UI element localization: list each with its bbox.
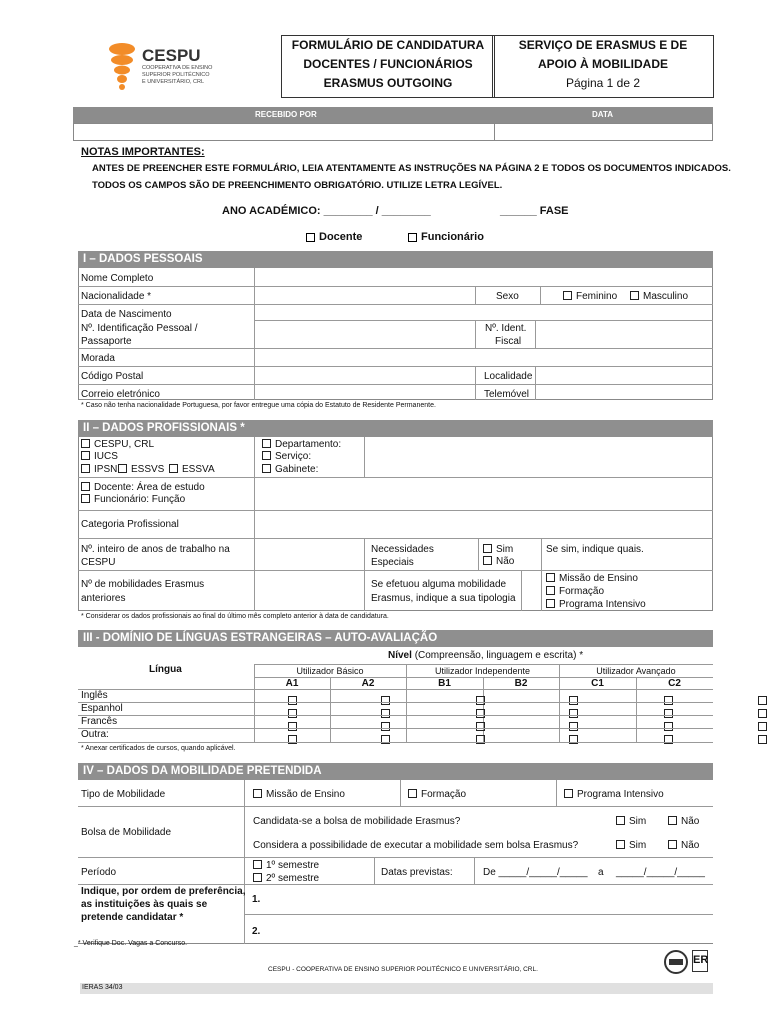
group-basic: Utilizador Básico <box>296 666 364 676</box>
mobile-field[interactable] <box>537 385 711 399</box>
footer-bar <box>80 983 713 994</box>
office-label: Gabinete: <box>275 464 319 475</box>
section-2-header: II – DADOS PROFISSIONAIS * <box>78 420 713 437</box>
funcionario-option[interactable] <box>408 231 484 243</box>
training-label: Formação <box>421 789 467 800</box>
received-by-field[interactable] <box>73 123 495 141</box>
institution-2-number: 2. <box>252 926 261 937</box>
english-c2-checkbox[interactable] <box>758 696 767 705</box>
grant-q1-no-checkbox[interactable] <box>668 816 677 825</box>
form-code: IERAS 34/03 <box>82 984 123 991</box>
female-label: Feminino <box>576 291 618 302</box>
male-label: Masculino <box>643 291 689 302</box>
special-needs-no[interactable] <box>483 555 514 568</box>
date-label: DATA <box>592 110 614 119</box>
logo-sub-2: SUPERIOR POLITÉCNICO <box>142 72 210 78</box>
section-2-footnote: * Considerar os dados profissionais ao final do último mês completo anterior à data de candidatura. <box>81 613 389 620</box>
language-row <box>78 689 713 702</box>
prior-teaching-checkbox[interactable] <box>546 573 555 582</box>
special-needs-no-checkbox[interactable] <box>483 556 492 565</box>
date-to-label: a <box>598 867 604 878</box>
logo <box>106 42 236 92</box>
grant-q2-no-label: Não <box>681 840 700 851</box>
form-title-line-3: ERASMUS OUTGOING <box>323 76 453 90</box>
service-line-1: SERVIÇO DE ERASMUS E DE <box>518 38 688 52</box>
docente-option[interactable] <box>306 231 362 243</box>
academic-year[interactable]: ANO ACADÉMICO: ________ / ________ <box>222 205 431 217</box>
section-3-header: III - DOMÍNIO DE LÍNGUAS ESTRANGEIRAS – AUTO-AVALIAÇÃO <box>78 630 713 647</box>
grant-q2-yes-checkbox[interactable] <box>616 840 625 849</box>
postal-code-label: Código Postal <box>81 371 144 382</box>
full-name-field[interactable] <box>256 269 711 285</box>
institution-1-field[interactable] <box>246 885 712 913</box>
grant-q1-no[interactable] <box>668 815 699 828</box>
funcionario-label: Funcionário <box>421 231 484 243</box>
logo-sub-1: COOPERATIVA DE ENSINO <box>142 65 213 71</box>
area-function-field[interactable] <box>256 478 711 509</box>
mobility-type-label: Tipo de Mobilidade <box>81 789 166 800</box>
full-name-label: Nome Completo <box>81 273 154 284</box>
ipsn-label: IPSN <box>94 464 118 475</box>
grant-q2-yes-label: Sim <box>629 840 647 851</box>
language-row <box>78 715 713 728</box>
department-label: Departamento: <box>275 439 342 450</box>
prior-teaching-option[interactable] <box>546 572 638 585</box>
section-1-footnote: * Caso não tenha nacionalidade Portuguesa, por favor entregue uma cópia do Estatuto de Residente Permanente. <box>81 402 436 409</box>
received-by-label: RECEBIDO POR <box>255 110 317 119</box>
prior-mobilities-field[interactable] <box>256 571 363 610</box>
docente-label: Docente <box>319 231 363 243</box>
grant-q1-no-label: Não <box>681 816 700 827</box>
semester-2-checkbox[interactable] <box>253 873 262 882</box>
grant-q1-yes-checkbox[interactable] <box>616 816 625 825</box>
sex-label: Sexo <box>496 291 519 302</box>
typology-label-1: Se efetuou alguma mobilidade <box>371 579 507 590</box>
address-label: Morada <box>81 353 115 364</box>
level-c1: C1 <box>591 678 604 689</box>
grant-q1-yes[interactable] <box>616 815 646 828</box>
female-checkbox[interactable] <box>563 291 572 300</box>
special-needs-yes-checkbox[interactable] <box>483 544 492 553</box>
language-name: Inglês <box>81 690 108 701</box>
prior-intensive-label: Programa Intensivo <box>559 599 646 610</box>
address-field[interactable] <box>256 349 711 365</box>
level-b2: B2 <box>514 678 528 689</box>
cespu-checkbox[interactable] <box>81 439 90 448</box>
service-line-2: APOIO À MOBILIDADE <box>537 57 668 71</box>
institutions-label-1: Indique, por ordem de preferência, <box>81 886 246 897</box>
prior-intensive-option[interactable] <box>546 598 646 611</box>
form-title-line-1: FORMULÁRIO DE CANDIDATURA <box>291 38 485 52</box>
prior-mobilities-label-1: Nº de mobilidades Erasmus <box>81 579 205 590</box>
category-label: Categoria Profissional <box>81 519 179 530</box>
years-label-1: Nº. inteiro de anos de trabalho na <box>81 544 230 555</box>
level-a2: A2 <box>361 678 375 689</box>
special-needs-label-1: Necessidades <box>371 544 434 555</box>
language-row <box>78 728 713 741</box>
grant-label: Bolsa de Mobilidade <box>81 827 172 838</box>
teacher-area-checkbox[interactable] <box>81 482 90 491</box>
typology-label-2: Erasmus, indique a sua tipologia <box>371 593 516 604</box>
nationality-label: Nacionalidade * <box>81 291 152 302</box>
semester-1-label: 1º semestre <box>266 860 320 871</box>
date-from-field[interactable]: De _____/_____/_____ <box>483 867 588 878</box>
special-needs-label-2: Especiais <box>371 557 414 568</box>
footer-text: CESPU - COOPERATIVA DE ENSINO SUPERIOR POLITÉCNICO E UNIVERSITÁRIO, CRL. <box>268 966 538 973</box>
grant-q2-yes[interactable] <box>616 839 646 852</box>
funcionario-checkbox[interactable] <box>408 233 417 242</box>
mobile-label: Telemóvel <box>484 389 530 400</box>
teacher-area-label: Docente: Área de estudo <box>94 482 205 493</box>
special-needs-which[interactable]: Se sim, indique quais. <box>546 544 644 555</box>
certification-mark-icon: ER <box>692 950 708 972</box>
essva-checkbox[interactable] <box>169 464 178 473</box>
grant-question-2: Considera a possibilidade de executar a mobilidade sem bolsa Erasmus? <box>253 840 579 851</box>
form-title-box <box>281 35 495 98</box>
iucs-option[interactable] <box>81 450 118 463</box>
postal-code-field[interactable] <box>256 367 474 383</box>
semester-2-option[interactable] <box>253 872 319 885</box>
department-checkbox[interactable] <box>262 439 271 448</box>
tax-id-label-2: Fiscal <box>495 336 522 347</box>
logo-name: CESPU <box>142 46 201 65</box>
nationality-field[interactable] <box>256 287 474 303</box>
language-name[interactable]: Outra: <box>81 729 109 740</box>
birth-date-field[interactable] <box>256 305 711 319</box>
language-name: Espanhol <box>81 703 123 714</box>
intensive-program-checkbox[interactable] <box>564 789 573 798</box>
prior-intensive-checkbox[interactable] <box>546 599 555 608</box>
logo-sub-3: E UNIVERSITÁRIO, CRL <box>142 79 205 85</box>
period-label: Período <box>81 867 117 878</box>
date-to-field[interactable]: _____/_____/_____ <box>616 867 705 878</box>
female-option[interactable] <box>563 290 617 303</box>
other-c2-checkbox[interactable] <box>758 735 767 744</box>
iucs-checkbox[interactable] <box>81 451 90 460</box>
level-b1: B1 <box>438 678 451 689</box>
essva-option[interactable] <box>169 463 215 476</box>
notes-title-text: NOTAS IMPORTANTES <box>81 146 201 158</box>
service-option[interactable] <box>262 450 311 463</box>
email-label: Correio eletrónico <box>81 389 160 400</box>
intensive-program-option[interactable] <box>564 788 664 801</box>
teaching-mission-label: Missão de Ensino <box>266 789 345 800</box>
page-number: Página 1 de 2 <box>565 76 641 90</box>
special-needs-yes-label: Sim <box>496 544 514 555</box>
office-option[interactable] <box>262 463 318 476</box>
essvs-option[interactable] <box>118 463 164 476</box>
level-subtitle: (Compreensão, linguagem e escrita) * <box>414 650 584 661</box>
level-c2: C2 <box>668 678 681 689</box>
service-checkbox[interactable] <box>262 451 271 460</box>
category-field[interactable] <box>256 511 711 537</box>
docente-checkbox[interactable] <box>306 233 315 242</box>
tax-id-label-1: Nº. Ident. <box>485 323 527 334</box>
unit-name-field[interactable] <box>366 438 711 476</box>
staff-function-checkbox[interactable] <box>81 494 90 503</box>
service-box <box>492 35 714 98</box>
section-4-header: IV – DADOS DA MOBILIDADE PRETENDIDA <box>78 763 713 780</box>
training-checkbox[interactable] <box>408 789 417 798</box>
staff-function-label: Funcionário: Função <box>94 494 186 505</box>
received-header <box>73 107 713 123</box>
level-title: Nível <box>388 650 412 661</box>
teaching-mission-checkbox[interactable] <box>253 789 262 798</box>
iucs-label: IUCS <box>94 451 118 462</box>
id-label-2: Passaporte <box>81 336 132 347</box>
tax-id-field[interactable] <box>537 321 711 347</box>
language-row <box>78 702 713 715</box>
group-advanced: Utilizador Avançado <box>596 666 676 676</box>
form-title-line-2: DOCENTES / FUNCIONÁRIOS <box>303 57 473 71</box>
id-field[interactable] <box>256 321 474 347</box>
prior-teaching-label: Missão de Ensino <box>559 573 638 584</box>
certification-seal-icon <box>664 950 688 974</box>
section-1-header: I – DADOS PESSOAIS <box>78 251 713 268</box>
language-name: Francês <box>81 716 118 727</box>
years-field[interactable] <box>256 539 363 569</box>
service-label: Serviço: <box>275 451 312 462</box>
group-independent: Utilizador Independente <box>434 666 531 676</box>
ipsn-option[interactable] <box>81 463 117 476</box>
grant-q1-yes-label: Sim <box>629 816 647 827</box>
intensive-program-label: Programa Intensivo <box>577 789 664 800</box>
grant-q2-no-checkbox[interactable] <box>668 840 677 849</box>
staff-function-option[interactable] <box>81 493 185 506</box>
grant-question-1: Candidata-se a bolsa de mobilidade Erasmus? <box>253 816 461 827</box>
level-heading <box>388 650 583 661</box>
training-option[interactable] <box>408 788 466 801</box>
office-checkbox[interactable] <box>262 464 271 473</box>
essvs-label: ESSVS <box>131 464 165 475</box>
institution-2-field[interactable] <box>246 915 712 943</box>
male-checkbox[interactable] <box>630 291 639 300</box>
semester-2-label: 2º semestre <box>266 873 320 884</box>
section-3-footnote: * Anexar certificados de cursos, quando aplicável. <box>81 745 236 752</box>
spanish-c2-checkbox[interactable] <box>758 709 767 718</box>
language-heading: Língua <box>149 664 182 675</box>
semester-1-option[interactable] <box>253 859 319 872</box>
birth-date-label: Data de Nascimento <box>81 309 172 320</box>
notes-line-2: TODOS OS CAMPOS SÃO DE PREENCHIMENTO OBRIGATÓRIO. UTILIZE LETRA LEGÍVEL. <box>92 180 503 191</box>
notes-title: NOTAS IMPORTANTES: <box>81 146 205 158</box>
institutions-label-3: pretende candidatar * <box>81 912 184 923</box>
special-needs-no-label: Não <box>496 556 515 567</box>
male-option[interactable] <box>630 290 688 303</box>
institution-1-number: 1. <box>252 894 261 905</box>
essvs-checkbox[interactable] <box>118 464 127 473</box>
section-4-footnote: _* Verifique Doc. Vagas a Concurso. <box>74 940 188 947</box>
grant-q2-no[interactable] <box>668 839 699 852</box>
ipsn-checkbox[interactable] <box>81 464 90 473</box>
semester-1-checkbox[interactable] <box>253 860 262 869</box>
id-label-1: Nº. Identificação Pessoal / <box>81 323 198 334</box>
cespu-label: CESPU, CRL <box>94 439 155 450</box>
email-field[interactable] <box>256 385 474 399</box>
date-field[interactable] <box>494 123 713 141</box>
french-c2-checkbox[interactable] <box>758 722 767 731</box>
locality-field[interactable] <box>537 367 711 383</box>
years-label-2: CESPU <box>81 557 116 568</box>
phase[interactable]: ______ FASE <box>500 205 569 217</box>
locality-label: Localidade <box>484 371 533 382</box>
prior-training-checkbox[interactable] <box>546 586 555 595</box>
level-a1: A1 <box>285 678 299 689</box>
prior-training-option[interactable] <box>546 585 604 598</box>
teaching-mission-option[interactable] <box>253 788 345 801</box>
institutions-label-2: as instituições às quais se <box>81 899 208 910</box>
essva-label: ESSVA <box>182 464 215 475</box>
cespu-logo-icon <box>106 42 138 92</box>
prior-training-label: Formação <box>559 586 605 597</box>
planned-dates-label: Datas previstas: <box>381 867 453 878</box>
notes-line-1: ANTES DE PREENCHER ESTE FORMULÁRIO, LEIA ATENTAMENTE AS INSTRUÇÕES NA PÁGINA 2 E TODOS OS DOCUMENTOS INDICADOS. <box>92 163 731 174</box>
prior-mobilities-label-2: anteriores <box>81 593 126 604</box>
